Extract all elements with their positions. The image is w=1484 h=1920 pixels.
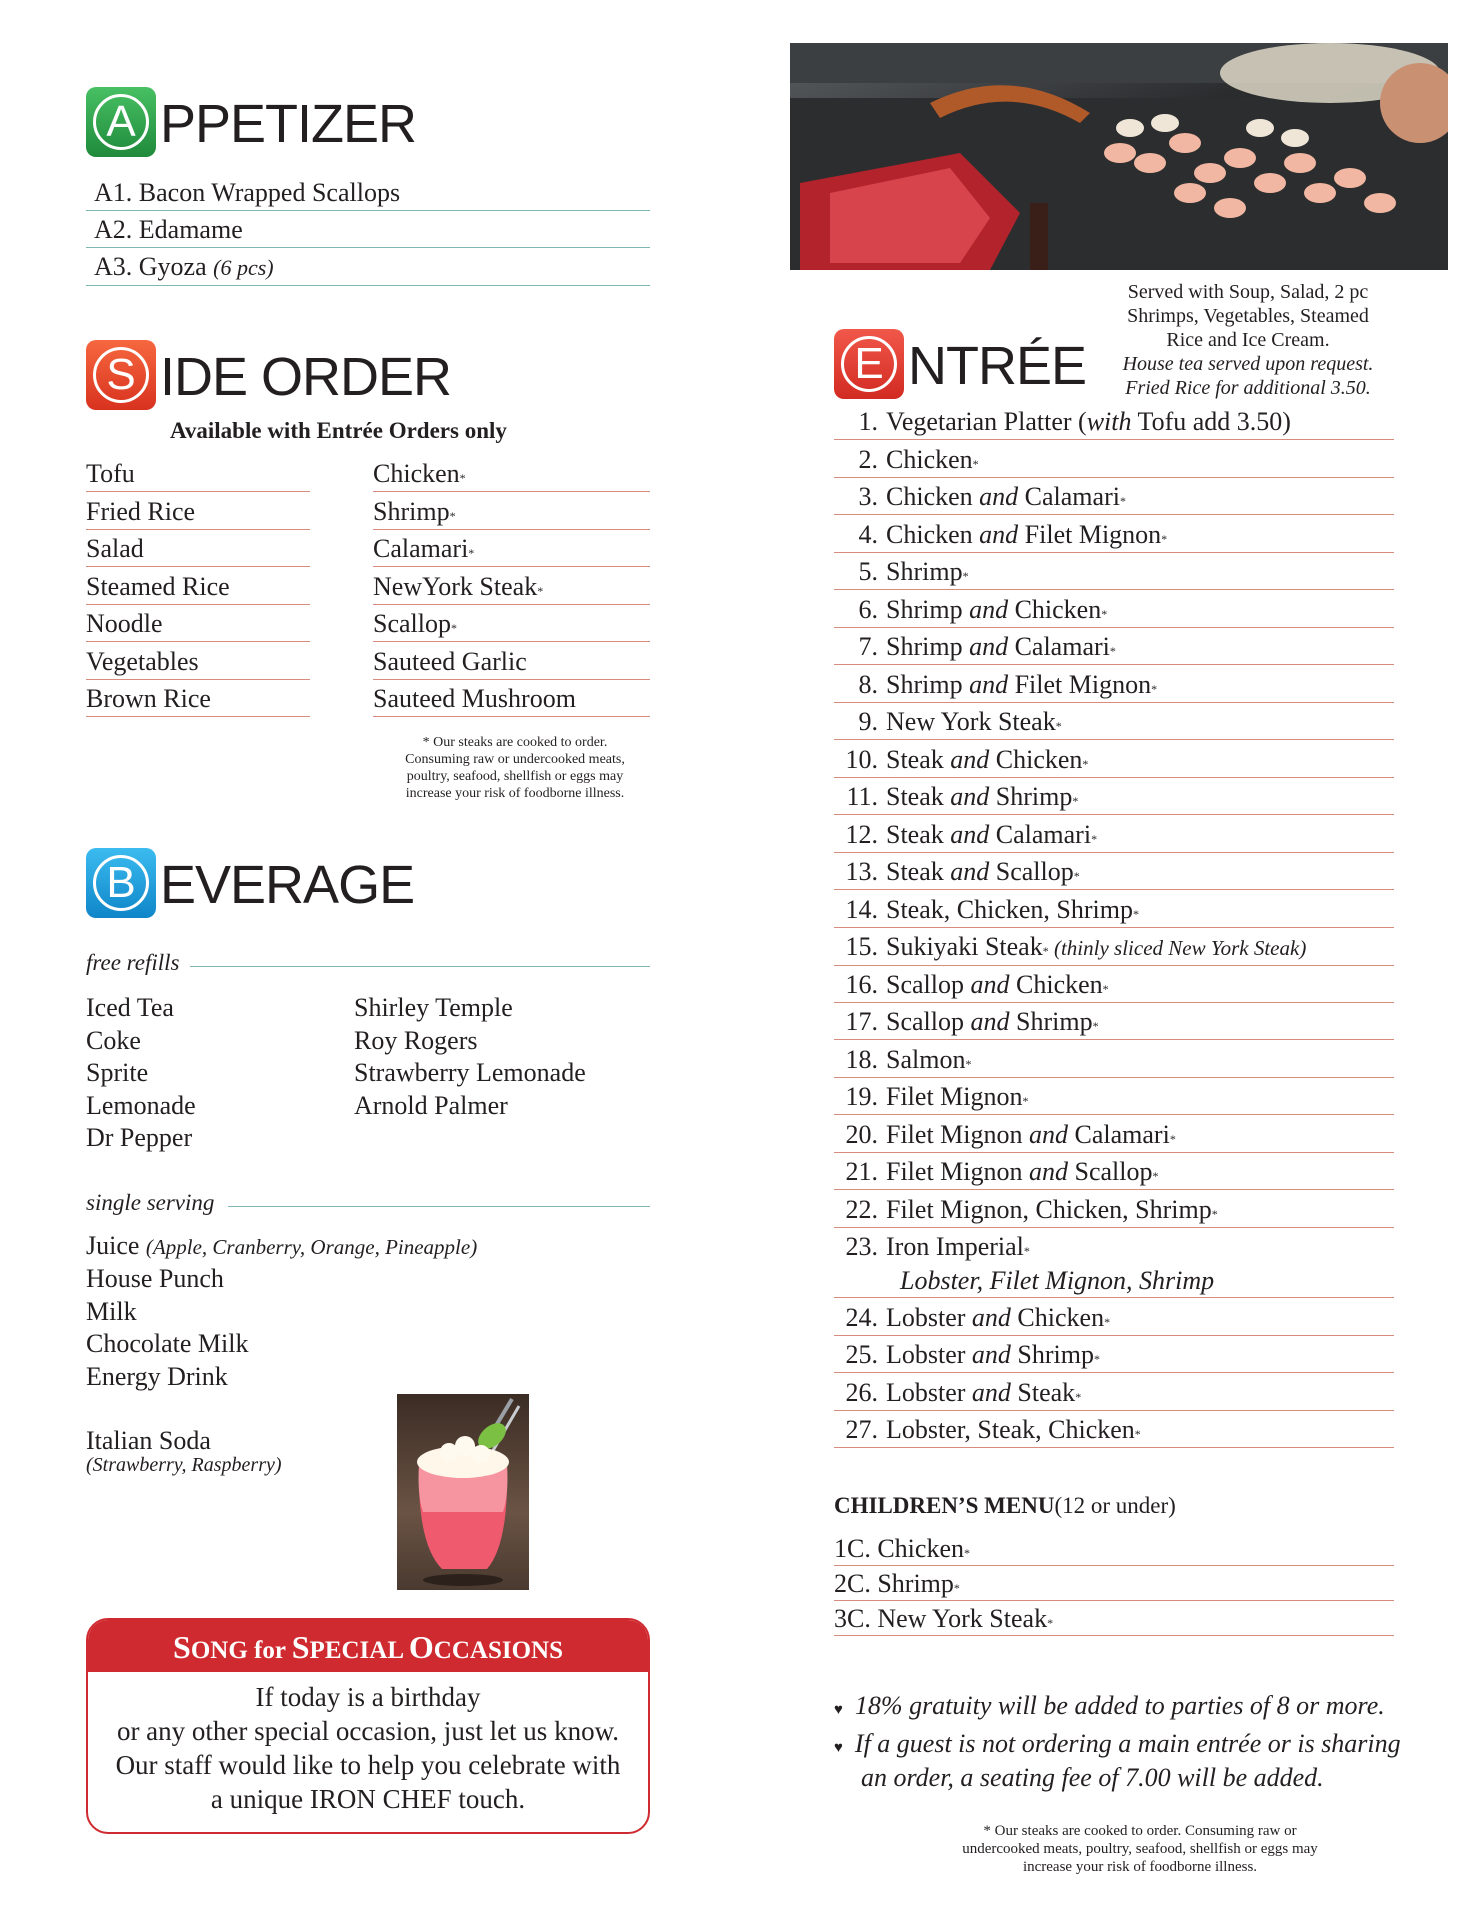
side-order-item: Noodle bbox=[86, 607, 310, 642]
children-item: 1C. Chicken* bbox=[834, 1533, 1394, 1566]
served-line: Served with Soup, Salad, 2 pc bbox=[1127, 281, 1369, 303]
entree-number: 26. bbox=[845, 1377, 878, 1407]
side-order-item: Vegetables bbox=[86, 645, 310, 680]
entree-number: 15. bbox=[845, 932, 878, 961]
children-item: 2C. Shrimp* bbox=[834, 1568, 1394, 1601]
entree-number: 1. bbox=[858, 407, 878, 436]
entree-item bbox=[834, 1155, 1394, 1190]
beverage-item: Strawberry Lemonade bbox=[354, 1058, 586, 1087]
side-warning-line: * Our steaks are cooked to order. bbox=[422, 735, 608, 750]
entree-name: Scallop and Chicken* bbox=[886, 969, 1109, 999]
song-line: Our staff would like to help you celebrate with bbox=[115, 1750, 621, 1780]
entree-number: 11. bbox=[846, 782, 878, 811]
side-order-item: NewYork Steak* bbox=[373, 570, 650, 605]
entree-item bbox=[834, 743, 1394, 778]
single-serving-rule bbox=[228, 1206, 650, 1207]
beverage-item: Arnold Palmer bbox=[354, 1090, 508, 1120]
appetizer-item bbox=[86, 176, 650, 211]
entree-name: Chicken* bbox=[886, 444, 979, 474]
entree-name: Steak and Chicken* bbox=[886, 744, 1089, 774]
juice-label: Juice bbox=[86, 1231, 140, 1260]
song-box bbox=[86, 1618, 650, 1834]
entree-item bbox=[834, 968, 1394, 1003]
entree-number: 27. bbox=[845, 1415, 878, 1444]
entree-number: 2. bbox=[858, 444, 878, 474]
beverage-heading: EVERAGE bbox=[160, 855, 415, 915]
side-order-item: Shrimp* bbox=[373, 495, 650, 530]
appetizer-name: Gyoza bbox=[138, 252, 214, 281]
entree-number: 9. bbox=[858, 707, 878, 736]
entree-number: 25. bbox=[845, 1340, 878, 1369]
entree-item bbox=[834, 405, 1394, 440]
song-line: a unique IRON CHEF touch. bbox=[210, 1784, 526, 1814]
policy-seating-fee-cont: an order, a seating fee of 7.00 will be added. bbox=[861, 1763, 1324, 1792]
policy-gratuity bbox=[834, 1691, 1401, 1725]
appetizer-note: (6 pcs) bbox=[213, 255, 274, 280]
footer-warning bbox=[900, 1822, 1380, 1876]
entree-name: Lobster and Steak* bbox=[886, 1377, 1082, 1407]
side-order-item: Scallop* bbox=[373, 607, 650, 642]
entree-name: Shrimp and Filet Mignon* bbox=[886, 669, 1158, 699]
entree-number: 19. bbox=[845, 1082, 878, 1111]
side-order-item: Chicken* bbox=[373, 457, 650, 492]
appetizer-code: A1. bbox=[94, 178, 139, 207]
juice-item bbox=[86, 1229, 477, 1264]
beverage-item: Coke bbox=[86, 1025, 141, 1055]
entree-name: Steak and Shrimp* bbox=[886, 782, 1079, 811]
beverage-item: Dr Pepper bbox=[86, 1123, 193, 1152]
side-order-item: Tofu bbox=[86, 457, 310, 492]
side-warning-line: increase your risk of foodborne illness. bbox=[405, 786, 625, 801]
italian-soda: Italian Soda bbox=[86, 1426, 211, 1455]
free-refills-label: free refills bbox=[86, 950, 180, 975]
tea-line: House tea served upon request. bbox=[1122, 353, 1374, 375]
entree-item bbox=[834, 668, 1394, 703]
song-title-s2: S bbox=[291, 1629, 310, 1665]
entree-item bbox=[834, 1193, 1394, 1228]
children-menu-note: (12 or under) bbox=[1054, 1493, 1176, 1518]
entree-name: Sukiyaki Steak* (thinly sliced New York Steak) bbox=[886, 932, 1307, 961]
side-order-item: Salad bbox=[86, 532, 310, 567]
entree-number: 24. bbox=[845, 1302, 878, 1332]
italian-soda-note: (Strawberry, Raspberry) bbox=[86, 1454, 282, 1476]
beverage-item: Shirley Temple bbox=[354, 993, 513, 1022]
entree-served-note bbox=[1098, 280, 1398, 400]
entree-badge bbox=[834, 329, 904, 399]
appetizer-item bbox=[86, 250, 650, 286]
grill-illustration bbox=[790, 43, 1448, 270]
entree-number: 10. bbox=[845, 744, 878, 774]
entree-name: Scallop and Shrimp* bbox=[886, 1007, 1099, 1036]
single-serving-label: single serving bbox=[86, 1190, 215, 1215]
side-order-item: Sauteed Mushroom bbox=[373, 682, 650, 717]
beverage-item: Energy Drink bbox=[86, 1361, 228, 1391]
entree-item bbox=[834, 893, 1394, 928]
entree-name: Chicken and Filet Mignon* bbox=[886, 519, 1168, 549]
entree-name: Steak, Chicken, Shrimp* bbox=[886, 894, 1139, 924]
entree-name: Chicken and Calamari* bbox=[886, 482, 1126, 511]
appetizer-item bbox=[86, 213, 650, 248]
appetizer-name: Edamame bbox=[138, 215, 243, 244]
footer-warning-line: increase your risk of foodborne illness. bbox=[1022, 1859, 1258, 1875]
side-order-item: Brown Rice bbox=[86, 682, 310, 717]
entree-number: 5. bbox=[858, 557, 878, 586]
entree-name: Filet Mignon and Scallop* bbox=[886, 1157, 1159, 1186]
entree-name: New York Steak* bbox=[886, 707, 1062, 736]
entree-initial: E bbox=[841, 336, 897, 392]
appetizer-badge bbox=[86, 87, 156, 157]
side-order-initial: S bbox=[93, 347, 149, 403]
children-menu-heading bbox=[834, 1493, 1176, 1519]
entree-name: Vegetarian Platter (with Tofu add 3.50) bbox=[886, 407, 1291, 436]
entree-item bbox=[834, 930, 1394, 966]
entree-heading: NTRÉE bbox=[908, 336, 1087, 396]
entree-item bbox=[834, 1413, 1394, 1448]
beverage-item: Iced Tea bbox=[86, 993, 174, 1022]
entree-item bbox=[834, 1301, 1394, 1336]
entree-item bbox=[834, 705, 1394, 740]
entree-item bbox=[834, 1338, 1394, 1373]
policy-text: If a guest is not ordering a main entrée or is sharing bbox=[854, 1729, 1401, 1758]
appetizer-code: A3. bbox=[94, 252, 139, 281]
teppanyaki-photo bbox=[790, 43, 1448, 270]
entree-number: 13. bbox=[845, 857, 878, 886]
entree-number: 22. bbox=[845, 1194, 878, 1224]
side-warning-line: Consuming raw or undercooked meats, bbox=[405, 752, 625, 767]
policies bbox=[834, 1691, 1401, 1793]
beverage-item: Chocolate Milk bbox=[86, 1329, 249, 1358]
children-item: 3C. New York Steak* bbox=[834, 1603, 1394, 1636]
entree-name: Filet Mignon, Chicken, Shrimp* bbox=[886, 1194, 1218, 1224]
entree-name: Iron Imperial* bbox=[886, 1232, 1030, 1261]
beverage-badge bbox=[86, 848, 156, 918]
entree-name: Shrimp and Chicken* bbox=[886, 594, 1108, 624]
entree-item bbox=[834, 1118, 1394, 1153]
bullet-heart-icon: ♥ bbox=[834, 1740, 843, 1756]
entree-name: Lobster, Steak, Chicken* bbox=[886, 1415, 1141, 1444]
entree-item bbox=[834, 1043, 1394, 1078]
footer-warning-line: * Our steaks are cooked to order. Consuming raw or bbox=[983, 1823, 1297, 1839]
song-line: or any other special occasion, just let us know. bbox=[116, 1716, 620, 1746]
entree-number: 21. bbox=[845, 1157, 878, 1186]
entree-item bbox=[834, 443, 1394, 478]
song-title-ccasions: CCASIONS bbox=[433, 1637, 563, 1664]
side-order-item: Calamari* bbox=[373, 532, 650, 567]
italian-soda-photo bbox=[397, 1394, 529, 1590]
entree-number: 16. bbox=[845, 969, 878, 999]
entree-name: Salmon* bbox=[886, 1044, 972, 1074]
drink-illustration bbox=[397, 1394, 529, 1590]
entree-number: 12. bbox=[845, 819, 878, 849]
entree-item bbox=[834, 780, 1394, 815]
policy-text: 18% gratuity will be added to parties of 8 or more. bbox=[854, 1691, 1385, 1720]
side-order-badge bbox=[86, 340, 156, 410]
entree-number: 23. bbox=[845, 1232, 878, 1261]
beverage-item: Roy Rogers bbox=[354, 1025, 478, 1055]
children-menu-title: CHILDREN’S MENU bbox=[834, 1493, 1055, 1518]
tea-line: Fried Rice for additional 3.50. bbox=[1125, 377, 1371, 399]
entree-number: 17. bbox=[845, 1007, 878, 1036]
side-order-warning bbox=[370, 734, 660, 802]
entree-name: Steak and Scallop* bbox=[886, 857, 1080, 886]
entree-item bbox=[834, 1005, 1394, 1040]
entree-item bbox=[834, 855, 1394, 890]
entree-number: 18. bbox=[845, 1044, 878, 1074]
side-order-item: Sauteed Garlic bbox=[373, 645, 650, 680]
song-body bbox=[88, 1672, 648, 1816]
appetizer-heading: PPETIZER bbox=[160, 94, 417, 154]
bullet-heart-icon: ♥ bbox=[834, 1702, 843, 1718]
entree-name: Shrimp* bbox=[886, 557, 969, 586]
beverage-item: Lemonade bbox=[86, 1090, 196, 1120]
entree-item bbox=[834, 630, 1394, 665]
appetizer-initial: A bbox=[93, 94, 149, 150]
beverage-item: Milk bbox=[86, 1296, 137, 1326]
song-title-for: for bbox=[254, 1637, 292, 1664]
juice-note: (Apple, Cranberry, Orange, Pineapple) bbox=[145, 1235, 478, 1259]
beverage-item: Sprite bbox=[86, 1058, 149, 1087]
entree-name: Lobster and Shrimp* bbox=[886, 1340, 1100, 1369]
entree-number: 20. bbox=[845, 1119, 878, 1149]
entree-note: (thinly sliced New York Steak) bbox=[1048, 936, 1307, 960]
entree-item bbox=[834, 1230, 1394, 1298]
entree-number: 7. bbox=[858, 632, 878, 661]
entree-item bbox=[834, 480, 1394, 515]
entree-name: Filet Mignon and Calamari* bbox=[886, 1119, 1176, 1149]
entree-number: 3. bbox=[858, 482, 878, 511]
entree-item bbox=[834, 818, 1394, 853]
side-order-item: Fried Rice bbox=[86, 495, 310, 530]
free-refills-rule bbox=[190, 966, 650, 967]
side-order-heading: IDE ORDER bbox=[160, 347, 452, 407]
served-line: Rice and Ice Cream. bbox=[1166, 329, 1330, 351]
entree-item bbox=[834, 518, 1394, 553]
entree-subline: Lobster, Filet Mignon, Shrimp bbox=[900, 1266, 1215, 1295]
side-order-subtitle: Available with Entrée Orders only bbox=[170, 418, 507, 443]
song-line: If today is a birthday bbox=[255, 1682, 481, 1712]
song-title-s: S bbox=[173, 1629, 191, 1665]
appetizer-name: Bacon Wrapped Scallops bbox=[138, 178, 401, 207]
song-title-o: O bbox=[408, 1629, 434, 1665]
song-title-bar bbox=[88, 1620, 648, 1672]
entree-name: Shrimp and Calamari* bbox=[886, 632, 1116, 661]
beverage-initial: B bbox=[93, 855, 149, 911]
entree-name: Filet Mignon* bbox=[886, 1082, 1029, 1111]
side-warning-line: poultry, seafood, shellfish or eggs may bbox=[406, 769, 624, 784]
entree-name: Lobster and Chicken* bbox=[886, 1302, 1111, 1332]
entree-item bbox=[834, 1376, 1394, 1411]
entree-name: Steak and Calamari* bbox=[886, 819, 1098, 849]
song-title-pecial: PECIAL bbox=[309, 1637, 409, 1664]
entree-number: 14. bbox=[845, 894, 878, 924]
song-title-ong: ONG bbox=[190, 1637, 255, 1664]
entree-item bbox=[834, 555, 1394, 590]
served-line: Shrimps, Vegetables, Steamed bbox=[1127, 305, 1369, 327]
beverage-item: House Punch bbox=[86, 1264, 224, 1293]
entree-number: 4. bbox=[858, 519, 878, 549]
entree-number: 8. bbox=[858, 669, 878, 699]
side-order-item: Steamed Rice bbox=[86, 570, 310, 605]
appetizer-code: A2. bbox=[94, 215, 139, 244]
policy-seating-fee bbox=[834, 1729, 1401, 1763]
entree-item bbox=[834, 593, 1394, 628]
footer-warning-line: undercooked meats, poultry, seafood, shellfish or eggs may bbox=[962, 1841, 1318, 1857]
entree-item bbox=[834, 1080, 1394, 1115]
entree-number: 6. bbox=[858, 594, 878, 624]
